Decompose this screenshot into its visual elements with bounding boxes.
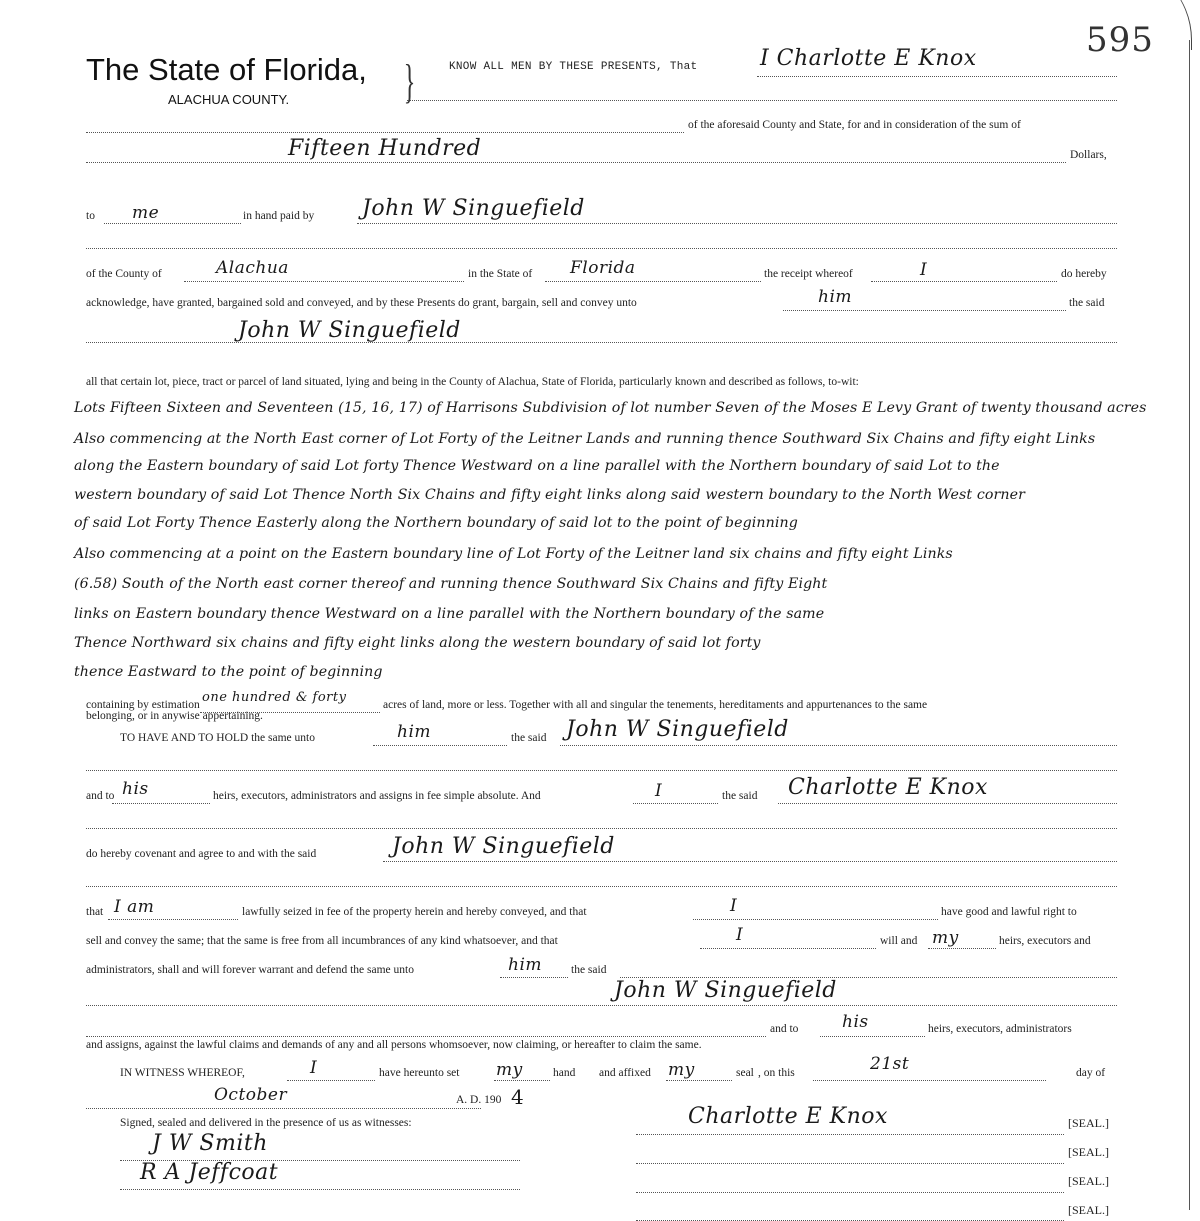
paid-by-text: in hand paid by xyxy=(243,210,315,222)
free-text: sell and convey the same; that the same is free from all incumbrances of any kind whatsoever, and that xyxy=(86,935,558,947)
grantee-line xyxy=(86,1005,1117,1006)
that-line xyxy=(700,948,876,949)
description-line: thence Eastward to the point of beginning xyxy=(74,664,383,680)
month-line xyxy=(86,1108,481,1109)
intro-text: KNOW ALL MEN BY THESE PRESENTS, That xyxy=(449,61,698,73)
payer-handwriting: John W Singuefield xyxy=(362,196,585,221)
day-of-text: day of xyxy=(1076,1067,1106,1079)
grantee-handwriting: John W Singuefield xyxy=(238,318,461,343)
witness1-handwriting: J W Smith xyxy=(152,1131,268,1156)
assigns-text: and assigns, against the lawful claims and demands of any and all persons whomsoever, now claiming, or hereafter to claim the same. xyxy=(86,1039,702,1051)
grantee-line xyxy=(383,861,1117,862)
state-title: The State of Florida, xyxy=(86,52,367,87)
the-said-text: the said xyxy=(511,732,547,744)
him-handwriting: him xyxy=(508,955,543,975)
sum-line xyxy=(86,162,1066,163)
receipt-line xyxy=(871,281,1057,282)
my-handwriting: my xyxy=(496,1060,523,1080)
witness-text: IN WITNESS WHEREOF, xyxy=(120,1067,245,1079)
witness-line xyxy=(120,1189,520,1190)
my-handwriting: my xyxy=(668,1060,695,1080)
ad-text: A. D. 190 xyxy=(456,1094,502,1106)
on-this-text: , on this xyxy=(758,1067,795,1079)
grantor-line xyxy=(778,803,1117,804)
covenant-text: do hereby covenant and agree to and with the said xyxy=(86,848,317,860)
witness2-handwriting: R A Jeffcoat xyxy=(140,1160,279,1185)
heirs-exec-text: heirs, executors and xyxy=(999,935,1091,947)
day-handwriting: 21st xyxy=(870,1054,910,1074)
state-line xyxy=(545,281,761,282)
description-line: Also commencing at the North East corner of Lot Forty of the Leitner Lands and running thence Southward Six Chains and fifty eight Links xyxy=(74,431,1096,447)
to-have-text: TO HAVE AND TO HOLD the same unto xyxy=(120,732,315,744)
dollars-text: Dollars, xyxy=(1070,149,1107,161)
him-handwriting: him xyxy=(818,287,853,307)
blank-line xyxy=(86,132,684,133)
his-handwriting: his xyxy=(842,1012,869,1032)
my-line xyxy=(666,1080,732,1081)
seal-label: [SEAL.] xyxy=(1068,1145,1109,1159)
my-line xyxy=(494,1080,550,1081)
payer-line xyxy=(357,223,1117,224)
pronoun-handwriting: I xyxy=(736,925,744,945)
month-handwriting: October xyxy=(214,1085,288,1105)
grantee-handwriting: John W Singuefield xyxy=(392,834,615,859)
description-line: Also commencing at a point on the Eastern boundary line of Lot Forty of the Leitner land six chains and fifty eight Links xyxy=(74,546,953,562)
blank-line xyxy=(407,100,1117,101)
blank-line xyxy=(86,828,1117,829)
day-line xyxy=(813,1080,1046,1081)
signature-line xyxy=(636,1163,1064,1164)
i-am-line xyxy=(108,919,238,920)
unto-line xyxy=(373,745,507,746)
signed-text: Signed, sealed and delivered in the presence of us as witnesses: xyxy=(120,1117,412,1129)
county-line xyxy=(184,281,464,282)
heirs-fee-text: heirs, executors, administrators and assigns in fee simple absolute. And xyxy=(213,790,541,802)
my-handwriting: my xyxy=(932,928,959,948)
unto-line xyxy=(500,977,568,978)
the-said-text: the said xyxy=(722,790,758,802)
seal-text: seal xyxy=(736,1067,754,1079)
page-number: 595 xyxy=(1086,20,1154,60)
and-line xyxy=(633,803,718,804)
to-text: to xyxy=(86,210,95,222)
hand-text: hand xyxy=(553,1067,576,1079)
heirs-exec2-text: heirs, executors, administrators xyxy=(928,1023,1072,1035)
brace-icon: } xyxy=(403,55,416,108)
acres-text: acres of land, more or less. Together with all and singular the tenements, hereditaments and appurtenances to the same xyxy=(383,699,928,711)
signature-line xyxy=(636,1192,1064,1193)
description-line: Thence Northward six chains and fifty eight links along the western boundary of said lot forty xyxy=(74,635,761,651)
unto-line xyxy=(783,310,1066,311)
acres-handwriting: one hundred & forty xyxy=(202,690,347,705)
will-and-text: will and xyxy=(880,935,918,947)
that-line xyxy=(693,919,938,920)
his-handwriting: his xyxy=(122,779,149,799)
county-subtitle: ALACHUA COUNTY. xyxy=(168,92,290,107)
that-text: that xyxy=(86,906,104,918)
pronoun-handwriting: I xyxy=(655,781,663,801)
situated-text: all that certain lot, piece, tract or parcel of land situated, lying and being in the County of Alachua, State of Florida, particularly known and described as follows, to-wit: xyxy=(86,376,859,388)
signature-handwriting: Charlotte E Knox xyxy=(688,1104,888,1129)
page-edge xyxy=(1189,40,1191,1210)
grantee-handwriting: John W Singuefield xyxy=(614,978,837,1003)
his-line xyxy=(820,1036,925,1037)
and-to-text: and to xyxy=(770,1023,799,1035)
seal-label: [SEAL.] xyxy=(1068,1203,1109,1217)
good-right-text: have good and lawful right to xyxy=(941,906,1077,918)
grantor-name-handwriting: Charlotte E Knox xyxy=(788,775,988,800)
description-line: western boundary of said Lot Thence North Six Chains and fifty eight links along said western boundary to the North West corner xyxy=(74,487,1026,503)
i-am-handwriting: I am xyxy=(114,897,155,917)
sum-handwriting: Fifteen Hundred xyxy=(288,136,482,161)
description-line: of said Lot Forty Thence Easterly along the Northern boundary of said lot to the point of beginning xyxy=(74,515,798,531)
affixed-text: and affixed xyxy=(599,1067,651,1079)
have-set-text: have hereunto set xyxy=(379,1067,460,1079)
in-state-text: in the State of xyxy=(468,268,533,280)
seized-text: lawfully seized in fee of the property herein and hereby conveyed, and that xyxy=(242,906,587,918)
aforesaid-text: of the aforesaid County and State, for and in consideration of the sum of xyxy=(688,119,1021,131)
administrators-text: administrators, shall and will forever warrant and defend the same unto xyxy=(86,964,414,976)
description-line: links on Eastern boundary thence Westward on a line parallel with the Northern boundary of the same xyxy=(74,606,825,622)
blank-line xyxy=(86,248,1117,249)
grantor-handwriting: I Charlotte E Knox xyxy=(760,46,977,71)
description-line: along the Eastern boundary of said Lot forty Thence Westward on a line parallel with the Northern boundary of said Lot to the xyxy=(74,458,1000,474)
to-handwriting: me xyxy=(132,203,160,223)
description-line: (6.58) South of the North east corner thereof and running thence Southward Six Chains and fifty Eight xyxy=(74,576,828,592)
containing-text: containing by estimation xyxy=(86,699,200,711)
signature-line xyxy=(636,1134,1064,1135)
the-said-text: the said xyxy=(571,964,607,976)
description-line: Lots Fifteen Sixteen and Seventeen (15, 16, 17) of Harrisons Subdivision of lot number Seven of the Moses E Levy Grant of twenty thousand acres xyxy=(74,400,1147,416)
blank-line xyxy=(86,886,1117,887)
to-line xyxy=(104,223,241,224)
him-handwriting: him xyxy=(397,722,432,742)
county-handwriting: Alachua xyxy=(216,258,289,278)
pronoun-line xyxy=(287,1080,375,1081)
state-handwriting: Florida xyxy=(570,258,636,278)
do-hereby-text: do hereby xyxy=(1061,268,1107,280)
seal-label: [SEAL.] xyxy=(1068,1174,1109,1188)
of-county-text: of the County of xyxy=(86,268,162,280)
blank-line xyxy=(86,1036,766,1037)
grantee-line xyxy=(560,745,1117,746)
receipt-text: the receipt whereof xyxy=(764,268,853,280)
his-line xyxy=(112,803,210,804)
blank-line xyxy=(86,770,1117,771)
year-handwriting: 4 xyxy=(511,1085,525,1109)
pronoun-handwriting: I xyxy=(730,896,738,916)
acknowledge-text: acknowledge, have granted, bargained sold and conveyed, and by these Presents do grant, bargain, sell and convey unto xyxy=(86,297,637,309)
seal-label: [SEAL.] xyxy=(1068,1116,1109,1130)
pronoun-handwriting: I xyxy=(310,1058,318,1078)
my-line xyxy=(928,948,996,949)
and-to-text: and to xyxy=(86,790,115,802)
pronoun-handwriting: I xyxy=(920,260,928,280)
grantee-handwriting: John W Singuefield xyxy=(566,717,789,742)
the-said-text: the said xyxy=(1069,297,1105,309)
belonging-text: belonging, or in anywise appertaining. xyxy=(86,710,263,722)
grantor-line xyxy=(757,76,1117,77)
